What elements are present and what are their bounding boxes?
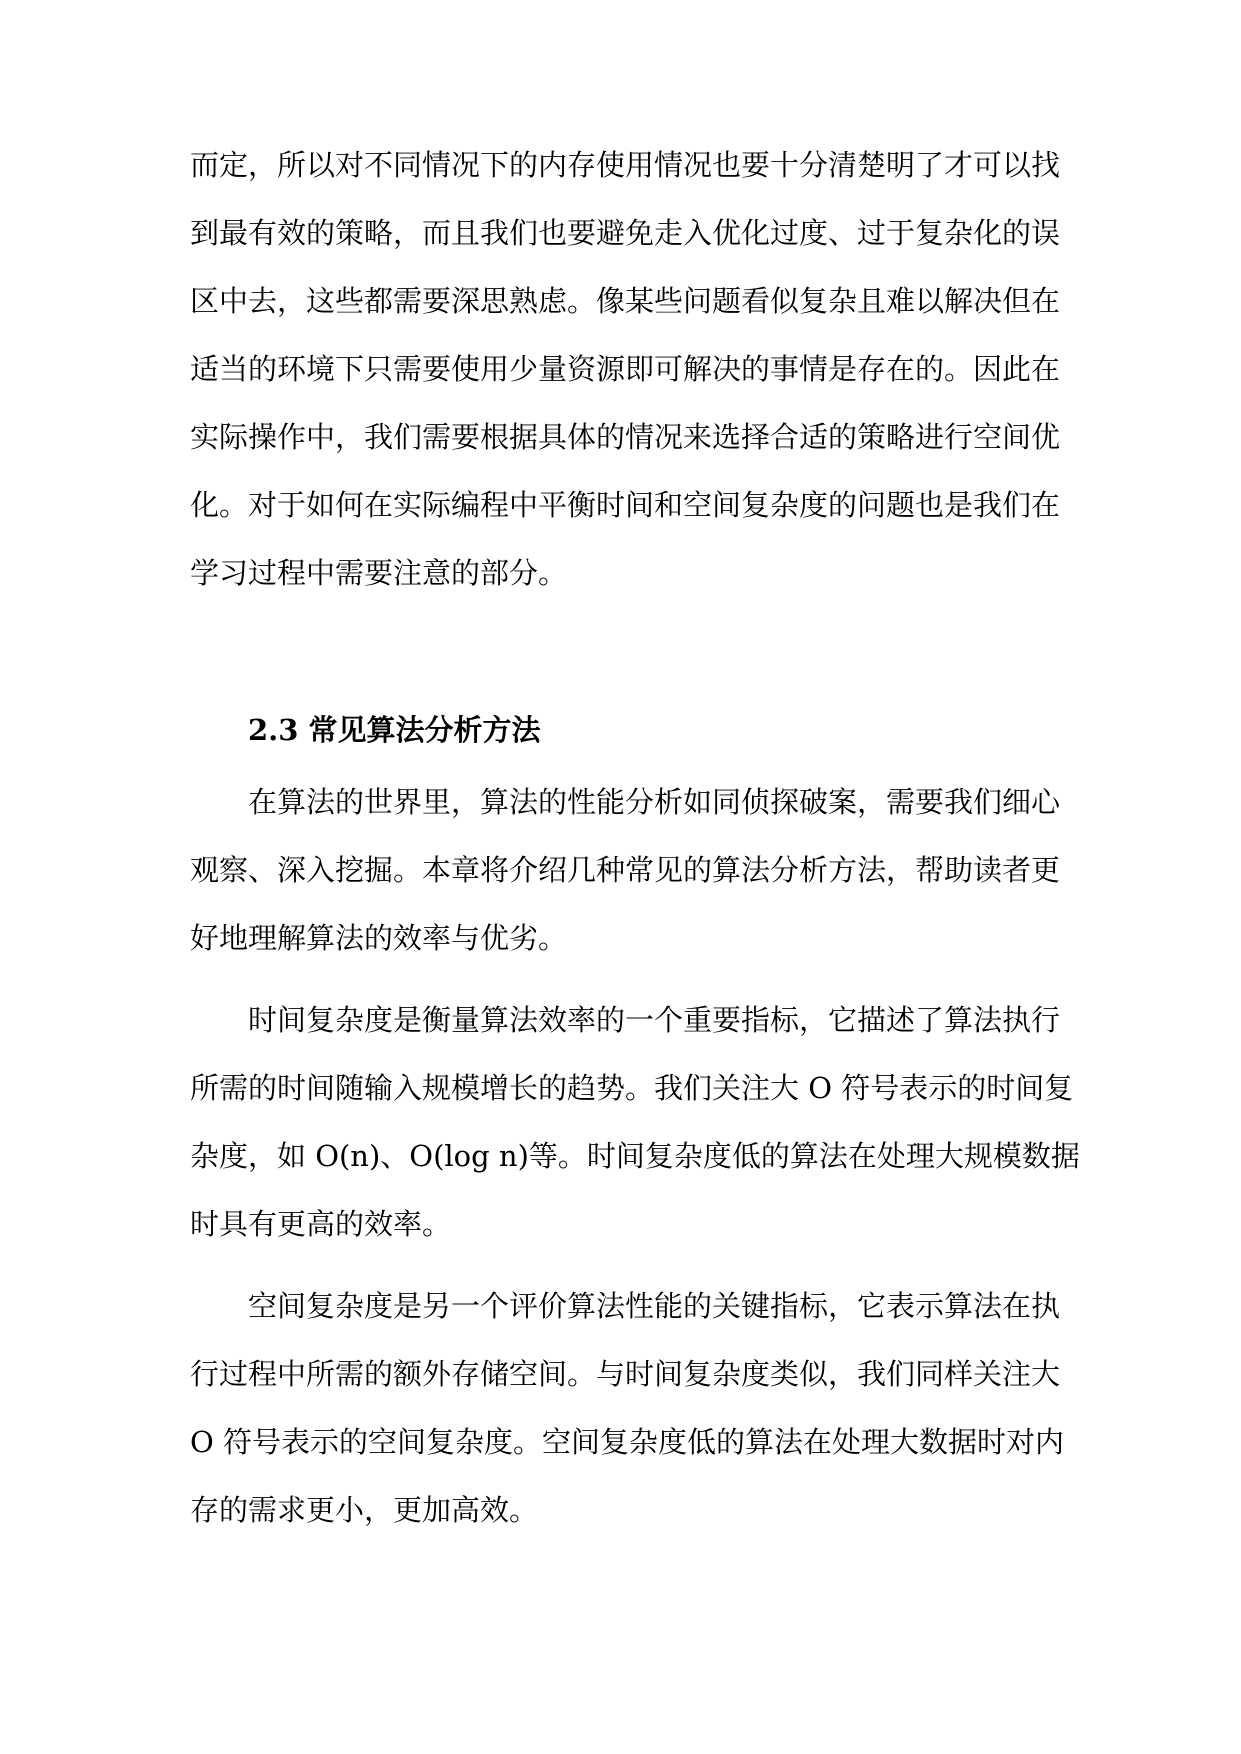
text-line: 观察、深入挖掘。本章将介绍几种常见的算法分析方法，帮助读者更 (190, 853, 1061, 887)
text-line: 在算法的世界里，算法的性能分析如同侦探破案，需要我们细心 (248, 785, 1061, 819)
text-line: 所需的时间随输入规模增长的趋势。我们关注大 O 符号表示的时间复 (190, 1071, 1074, 1105)
text-line: 杂度，如 O(n)、O(log n)等。时间复杂度低的算法在处理大规模数据 (190, 1139, 1080, 1173)
text-line: O 符号表示的空间复杂度。空间复杂度低的算法在处理大数据时对内 (190, 1425, 1064, 1459)
text-line: 存的需求更小，更加高效。 (190, 1493, 539, 1527)
text-line: 到最有效的策略，而且我们也要避免走入优化过度、过于复杂化的误 (190, 216, 1061, 250)
text-line: 行过程中所需的额外存储空间。与时间复杂度类似，我们同样关注大 (190, 1357, 1061, 1391)
text-line: 时具有更高的效率。 (190, 1207, 452, 1241)
text-line: 时间复杂度是衡量算法效率的一个重要指标，它描述了算法执行 (248, 1003, 1061, 1037)
text-line: 化。对于如何在实际编程中平衡时间和空间复杂度的问题也是我们在 (190, 488, 1061, 522)
text-line: 好地理解算法的效率与优劣。 (190, 921, 568, 955)
text-line: 实际操作中，我们需要根据具体的情况来选择合适的策略进行空间优 (190, 420, 1061, 454)
text-line: 适当的环境下只需要使用少量资源即可解决的事情是存在的。因此在 (190, 352, 1061, 386)
text-line: 而定，所以对不同情况下的内存使用情况也要十分清楚明了才可以找 (190, 148, 1061, 182)
text-line: 空间复杂度是另一个评价算法性能的关键指标，它表示算法在执 (248, 1289, 1061, 1323)
text-line: 学习过程中需要注意的部分。 (190, 556, 568, 590)
text-line: 区中去，这些都需要深思熟虑。像某些问题看似复杂且难以解决但在 (190, 284, 1061, 318)
section-heading: 2.3 常见算法分析方法 (248, 713, 541, 747)
